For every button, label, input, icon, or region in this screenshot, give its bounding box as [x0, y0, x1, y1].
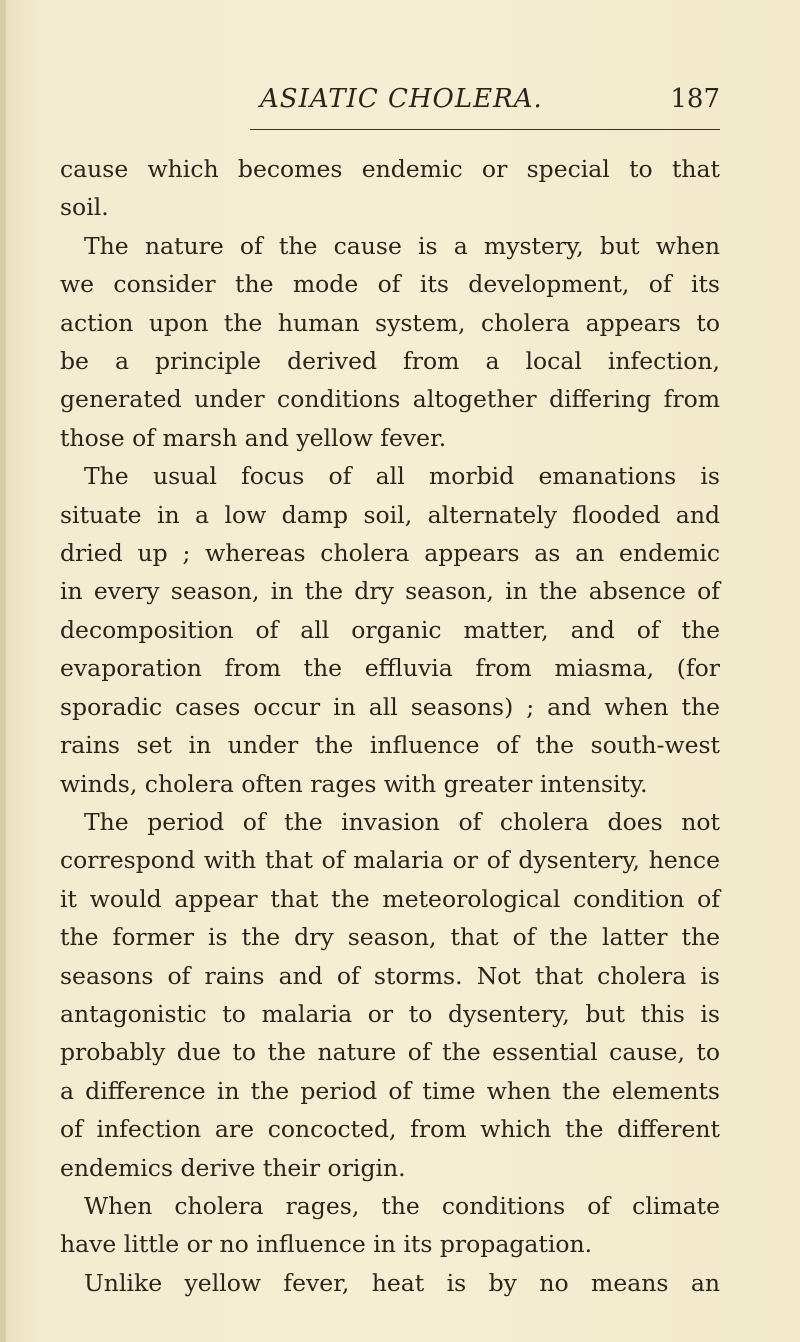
- paragraph-start-line: The usual focus of all morbid emanations is: [84, 462, 720, 491]
- text-line: winds, cholera often rages with greater intensity.: [60, 769, 648, 798]
- text-line: those of marsh and yellow fever.: [60, 423, 447, 452]
- running-title: ASIATIC CHOLERA.: [260, 84, 543, 114]
- text-line: probably due to the nature of the essential cause, to: [60, 1038, 720, 1067]
- paragraph-start-line: The nature of the cause is a mystery, but when: [84, 231, 720, 260]
- page-number: 187: [670, 84, 720, 114]
- text-line: antagonistic to malaria or to dysentery, but this is: [60, 999, 720, 1028]
- text-line: dried up ; whereas cholera appears as an endemic: [60, 539, 720, 568]
- text-line: evaporation from the effluvia from miasma, (for: [60, 654, 720, 683]
- text-line: of infection are concocted, from which the different: [60, 1115, 720, 1144]
- paragraph-start-line: The period of the invasion of cholera does not: [84, 807, 720, 836]
- text-line: generated under conditions altogether differing from: [60, 385, 720, 414]
- text-line: rains set in under the influence of the south-west: [60, 731, 720, 760]
- page-gutter: [0, 0, 6, 1342]
- text-line: endemics derive their origin.: [60, 1153, 406, 1182]
- text-line: cause which becomes endemic or special to that: [60, 155, 720, 183]
- body-text: [60, 150, 720, 1302]
- text-line: sporadic cases occur in all seasons) ; and when the: [60, 692, 720, 721]
- text-line: decomposition of all organic matter, and of the: [60, 615, 720, 644]
- page-header: [130, 84, 720, 124]
- text-line: have little or no influence in its propagation.: [60, 1230, 593, 1259]
- header-rule: [250, 129, 720, 130]
- text-line: we consider the mode of its development, of its: [60, 270, 720, 299]
- text-line: correspond with that of malaria or of dysentery, hence: [60, 846, 720, 875]
- text-line: soil.: [60, 193, 109, 222]
- paragraph-start-line: Unlike yellow fever, heat is by no means an: [84, 1268, 720, 1297]
- text-line: it would appear that the meteorological condition of: [60, 884, 720, 913]
- text-line: action upon the human system, cholera appears to: [60, 308, 720, 337]
- text-line: be a principle derived from a local infection,: [60, 347, 720, 376]
- text-line: situate in a low damp soil, alternately flooded and: [60, 500, 720, 529]
- text-line: the former is the dry season, that of the latter the: [60, 923, 720, 952]
- text-line: in every season, in the dry season, in the absence of: [60, 577, 720, 606]
- paragraph-start-line: When cholera rages, the conditions of climate: [84, 1191, 720, 1220]
- text-line: a difference in the period of time when the elements: [60, 1076, 720, 1105]
- text-line: seasons of rains and of storms. Not that cholera is: [60, 961, 720, 990]
